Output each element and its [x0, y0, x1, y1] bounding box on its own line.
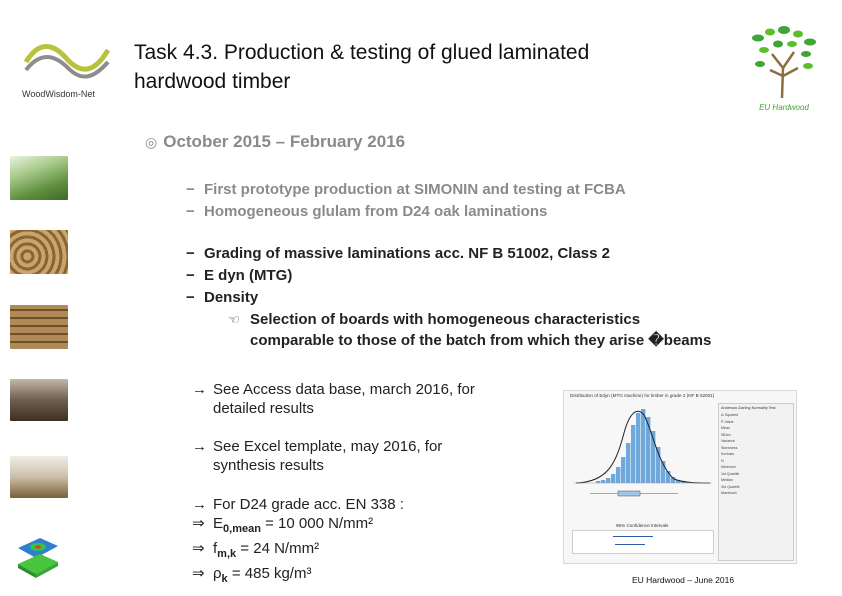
stats-row: Maximum: [721, 491, 737, 495]
dash-icon: −: [186, 203, 195, 220]
f-value: = 24 N/mm²: [236, 540, 320, 557]
ci-panel: [572, 530, 714, 554]
timber-stack-image: [10, 305, 68, 349]
stats-row: Skewness: [721, 445, 738, 450]
histogram-plot: [568, 403, 718, 503]
subpoint-continuation: [250, 330, 711, 352]
implies-icon: ⇒: [192, 565, 205, 582]
fem-model-image: [14, 534, 62, 582]
boxplot-box: [618, 491, 640, 496]
histogram-bar: [626, 443, 630, 483]
histogram-bar: [611, 474, 615, 483]
result-line-1: See Excel template, may 2016, for: [213, 438, 443, 455]
group1-item: [186, 201, 547, 223]
chart-title: Distribution of Edyn (MTG machine) for timber in grade 2 (NF B 52001): [570, 393, 715, 398]
histogram-bar: [641, 409, 645, 483]
stats-row: A-Squared: [721, 413, 739, 417]
log-pile-image: [10, 230, 68, 274]
result-line-1: See Access data base, march 2016, for: [213, 381, 475, 398]
histogram-bar: [631, 425, 635, 483]
group2-item-text: Grading of massive laminations acc. NF B 51002, Class 2: [204, 245, 611, 262]
group2-item-text: Density: [204, 289, 259, 306]
arrow-right-icon: →: [192, 381, 207, 398]
footer-text: EU Hardwood – June 2016: [632, 575, 735, 585]
eu-hardwood-logo: [748, 24, 820, 112]
slide-title: [134, 38, 734, 96]
pointing-hand-icon: ☜: [228, 312, 240, 327]
arrow-right-icon: →: [192, 496, 207, 513]
stats-row: 3rd Quartile: [721, 484, 740, 489]
test-rig-image: [10, 456, 68, 498]
stats-row: Median: [721, 478, 733, 482]
f-subscript: m,k: [217, 548, 237, 560]
e-value: = 10 000 N/mm²: [260, 515, 374, 532]
subpoint-line-2: comparable to those of the batch from which they arise: [250, 332, 645, 349]
stats-header: Anderson-Darling Normality Test: [721, 406, 776, 410]
ci-label: 95% Confidence Intervals: [616, 523, 669, 528]
subpoint-tail: �beams: [648, 332, 712, 349]
implies-icon: ⇒: [192, 515, 205, 532]
stats-row: Kurtosis: [721, 452, 734, 456]
dash-icon: −: [186, 267, 195, 284]
result-line-2: detailed results: [213, 400, 314, 417]
histogram-bar: [646, 417, 650, 483]
group2-item: [186, 265, 292, 287]
rho-symbol: ρ: [213, 565, 222, 582]
period-bullet-icon: ◎: [145, 134, 158, 150]
stats-row: StDev: [721, 432, 731, 437]
d24-block: [192, 495, 522, 589]
group2-item: [186, 243, 610, 265]
edyn-summary-chart: [563, 390, 797, 564]
stats-panel: [718, 403, 794, 561]
title-line-2: hardwood timber: [134, 70, 291, 93]
result-line-2: synthesis results: [213, 457, 324, 474]
period-text: October 2015 – February 2016: [163, 132, 406, 151]
forest-image: [10, 156, 68, 200]
group1-item: [186, 179, 626, 201]
e-subscript: 0,mean: [223, 523, 261, 535]
period-line: [145, 132, 405, 152]
stats-row: 1st Quartile: [721, 471, 740, 476]
stats-row: Mean: [721, 426, 730, 430]
eu-hardwood-logo-text: EU Hardwood: [759, 103, 809, 112]
subpoint: [228, 309, 640, 331]
implies-icon: ⇒: [192, 540, 205, 557]
dash-icon: −: [186, 181, 195, 198]
result-reference: [192, 437, 532, 475]
rho-subscript: k: [221, 573, 228, 585]
stats-row: P-Value: [721, 419, 734, 424]
stats-row: Minimum: [721, 465, 736, 469]
histogram-bar: [606, 478, 610, 483]
sawmill-image: [10, 379, 68, 421]
woodwisdom-logo-text: WoodWisdom-Net: [22, 89, 95, 99]
group2-item-text: E dyn (MTG): [204, 267, 293, 284]
f-symbol: f: [213, 540, 218, 557]
dash-icon: −: [186, 245, 195, 262]
d24-grade-line: For D24 grade acc. EN 338 :: [213, 496, 404, 513]
histogram-bar: [621, 457, 625, 483]
subpoint-line-1: Selection of boards with homogeneous characteristics: [250, 311, 641, 328]
result-reference: [192, 380, 532, 418]
tree-icon: [748, 24, 820, 98]
fem-model-icon: [14, 534, 62, 582]
rho-value: = 485 kg/m³: [227, 565, 312, 582]
histogram-bar: [601, 480, 605, 483]
woodwisdom-wave-icon: [22, 36, 112, 84]
woodwisdom-logo: [22, 36, 112, 98]
e-symbol: E: [213, 515, 224, 532]
group1-item-text: First prototype production at SIMONIN and testing at FCBA: [204, 181, 626, 198]
histogram-bar: [636, 413, 640, 483]
group1-item-text: Homogeneous glulam from D24 oak laminations: [204, 203, 548, 220]
stats-row: N: [721, 458, 724, 463]
dash-icon: −: [186, 289, 195, 306]
histogram-bar: [616, 467, 620, 483]
group2-item: [186, 287, 258, 309]
arrow-right-icon: →: [192, 438, 207, 455]
stats-row: Variance: [721, 439, 735, 443]
title-line-1: Task 4.3. Production & testing of glued laminated: [134, 41, 590, 64]
